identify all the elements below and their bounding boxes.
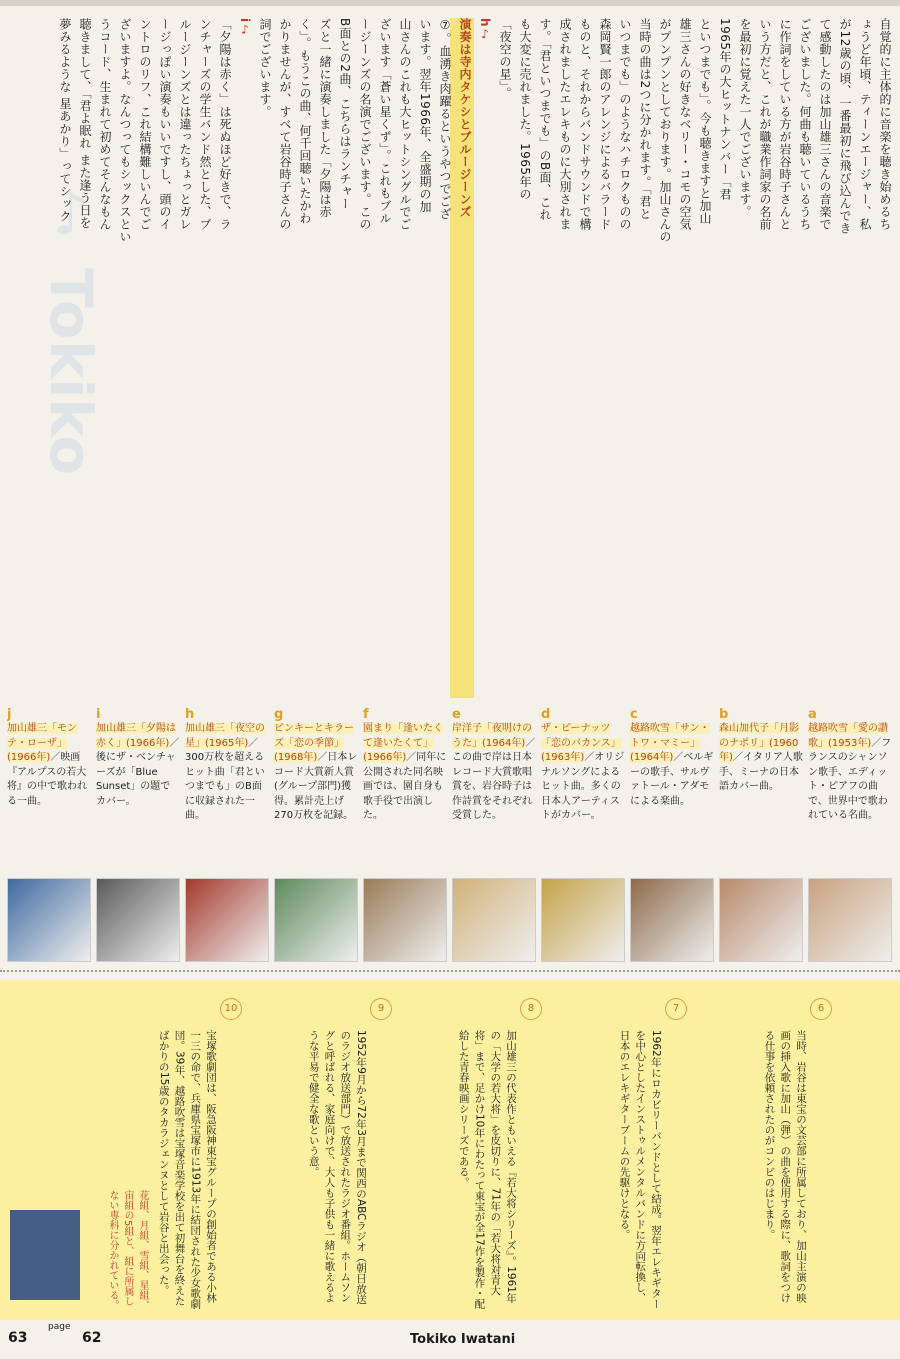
caption-text: ／後にザ・ベンチャーズが「Blue Sunset」の題でカバー。 (96, 737, 180, 807)
record-captions (0, 706, 900, 966)
caption-title: ピンキーとキラーズ「恋の季節」(1968年) (274, 723, 354, 763)
article-column: ざいます「蒼い星くず」。これもブル (378, 18, 392, 225)
caption-letter: c (630, 707, 638, 722)
article-column: ものと、それからバンドサウンドで構 (578, 18, 592, 231)
article-column: ょうど年頃、ティーンエージャー、私 (858, 18, 872, 231)
footnote-text: 当時、岩谷は東宝の文芸部に所属しており、加山主演の映画の挿入歌に加山（弾）の曲を使用する際に、歌詞をつける仕事を依頼されたのがコンビのはじまり。 (763, 1030, 807, 1303)
caption-letter: e (452, 707, 461, 722)
article-column: がプンプンとしております。加山さんの (658, 18, 672, 243)
caption-text: ／映画『アルプスの若大将』の中で歌われる一曲。 (7, 752, 87, 807)
record-cover-g (274, 878, 358, 962)
footnote-number: 9 (370, 998, 392, 1020)
article-column: ンチャーズの学生バンド然とした、ブ (198, 18, 212, 231)
caption-j (7, 706, 91, 876)
footer (0, 1322, 900, 1359)
caption-title: 森山加代子「月影のナポリ」(1960年) (719, 723, 799, 763)
caption-text: ／日本レコード大賞新人賞(グループ部門)獲得。累計売上げ270万枚を記録。 (274, 752, 358, 821)
caption-i (96, 706, 180, 876)
article-column: ございました。何曲も聴いているうち (798, 18, 812, 231)
caption-d (541, 706, 625, 876)
caption-text: ／ベルギーの歌手、サルヴァトール・アダモによる楽曲。 (630, 752, 714, 807)
article-column: うコード、生まれて初めてそんなもん (98, 18, 112, 231)
article-column: ルージーンズとは違ったちょっとガレ (178, 18, 192, 231)
caption-letter: i (96, 707, 101, 722)
article-column: 1965年の大ヒットナンバー「君 (718, 18, 732, 201)
article-column: といつまでも」。今も聴きますと加山 (698, 18, 712, 225)
record-cover-i (96, 878, 180, 962)
caption-letter: b (719, 707, 729, 722)
artist-name: Tokiko Iwatani (410, 1332, 516, 1347)
caption-letter: h (185, 707, 195, 722)
caption-letter: a (808, 707, 817, 722)
caption-e (452, 706, 536, 876)
article-column: 演奏は寺内タケシとブルージーンズ (450, 18, 474, 698)
article-column: 夢みるような 星あかり」ってシック (58, 18, 72, 223)
footnote-number: 6 (810, 998, 832, 1020)
caption-text: ／この曲で岸は日本レコード大賞歌唱賞を、岩谷時子は作詩賞をそれぞれ受賞した。 (452, 737, 536, 821)
article-column: 山さんのこれも大ヒットシングルでご (398, 18, 412, 231)
caption-text: ／イタリア人歌手、ミーナの日本語カバー曲。 (719, 752, 803, 792)
article-column: ージっぽい演奏もいいですし、頭のイ (158, 18, 172, 231)
article-column: かりませんが、すべて岩谷時子さんの (278, 18, 292, 231)
article-column: います。翌年1966年、全盛期の加 (418, 18, 432, 214)
record-cover-e (452, 878, 536, 962)
article-column: 聴きまして、「君よ眠れ また逢う日を (78, 18, 92, 229)
caption-b (719, 706, 803, 876)
caption-letter: j (7, 707, 12, 722)
divider (0, 970, 900, 976)
footnote-number: 10 (220, 998, 242, 1020)
record-cover-a (808, 878, 892, 962)
article-column: 成されましたエレキものに大別されま (558, 18, 572, 231)
caption-letter: f (363, 707, 369, 722)
caption-a (808, 706, 892, 876)
caption-title: ザ・ピーナッツ「恋のバカンス」(1963年) (541, 723, 621, 763)
article-column: を最初に覚えた一人でございます。 (738, 18, 752, 218)
caption-letter: d (541, 707, 551, 722)
caption-g (274, 706, 358, 876)
footnote-number: 8 (520, 998, 542, 1020)
page-label: page (48, 1322, 71, 1332)
caption-title: 園まり「逢いたくて逢いたくて」(1966年) (363, 723, 443, 763)
caption-title: 加山雄三「モンテ・ローザ」(1966年) (7, 723, 77, 763)
article-column: に作詞をしている方が岩谷時子さんと (778, 18, 792, 231)
record-cover-d (541, 878, 625, 962)
footnote-text: 加山雄三の代表作ともいえる『若大将シリーズ』。1961年の「大学の若大将」を皮切りに、71年の「若大将対青大将」まで、足かけ10年にわたって東宝が全17作を製作・配給した青春映画シリーズである。 (457, 1030, 517, 1309)
caption-title: 越路吹雪「愛の讃歌」(1953年) (808, 723, 888, 749)
caption-h (185, 706, 269, 876)
article-column: ージーンズの名演でございます。この (358, 18, 372, 231)
caption-text: ／同年に公開された同名映画では、園自身も歌手役で出演した。 (363, 752, 447, 821)
article-column: く」。もうこの曲、何千回聴いたかわ (298, 18, 312, 225)
article-column: i♪ (238, 18, 252, 38)
caption-f (363, 706, 447, 876)
article-column: 雄三さんの好きなベリー・コモの空気 (678, 18, 692, 231)
footnotes-panel (0, 980, 900, 1320)
footnote-text: 宝塚歌劇団は、阪急阪神東宝グループの創始者である小林一三の命で、兵庫県宝塚市に1913年に結団された少女歌劇団。39年、越路吹雪は宝塚音楽学校を出て初舞台を終えたばかりの15歳のタカラジェンヌとして岩谷と出会った。 (157, 1030, 217, 1309)
photo-caption: 花組、月組、雪組、星組、宙組の5組と、組に所属しない専科に分かれている。 (107, 1190, 148, 1310)
troupe-photo (10, 1210, 80, 1300)
article-column: いつまでも」のようなハチロクものの (618, 18, 632, 231)
footnote-text: 1962年にロカビリーバンドとして結成。翌年エレキギターを中心としたインストゥルメンタルバンドに方向転換し、日本のエレキギターブームの先駆けとなる。 (618, 1030, 662, 1309)
caption-c (630, 706, 714, 876)
caption-title: 岸洋子「夜明けのうた」(1964年) (452, 723, 532, 749)
caption-text: ／オリジナルソングによるヒット曲。多くの日本人アーティストがカバー。 (541, 752, 625, 821)
article-column: ントロのリフ、これ結構難しいんでご (138, 18, 152, 231)
article-column: B面との2曲、こちらはランチャー (338, 18, 352, 210)
page-left: 63 (8, 1330, 28, 1346)
record-cover-f (363, 878, 447, 962)
record-cover-h (185, 878, 269, 962)
caption-title: 越路吹雪「サン・トワ・マミー」(1964年) (630, 723, 710, 763)
footnote-number: 7 (665, 998, 687, 1020)
article-column: h♪ (478, 18, 492, 42)
page-right: 62 (82, 1330, 102, 1346)
caption-title: 加山雄三「夜空の星」(1965年) (185, 723, 265, 749)
article-column: も大変に売れました。1965年の (518, 18, 532, 201)
article-column: いう方だと、これが職業作詞家の名前 (758, 18, 772, 231)
article-column: て感動したのは加山雄三さんの音楽で (818, 18, 832, 231)
article-column: が12歳の頃、一番最初に飛び込んでき (838, 18, 852, 235)
footnote-text: 1952年9月から72年3月まで関西のABCラジオ（朝日放送のラジオ放送部門）で放送されたラジオ番組。ホームソングと呼ばれる、家庭向けで、大人も子供も一緒に歌えるような平易で健全な歌という意。 (307, 1030, 367, 1305)
article-column: 詞でございます。 (258, 18, 272, 118)
ghost-watermark: ♪ Tokiko (37, 180, 105, 476)
article-column: 森岡賢一郎のアレンジによるバラード (598, 18, 612, 231)
caption-title: 加山雄三「夕陽は赤く」(1966年) (96, 723, 176, 749)
article-column: 「夕陽は赤く」は死ぬほど好きで、ラ (218, 18, 232, 231)
record-cover-b (719, 878, 803, 962)
caption-text: ／フランスのシャンソン歌手、エディット・ピアフの曲で、世界中で歌われている名曲。 (808, 737, 892, 821)
record-cover-j (7, 878, 91, 962)
article-column: ざいますよ。なんつってもシックスとい (118, 18, 132, 243)
article-column: 当時の曲は2つに分かれます。「君と (638, 18, 652, 221)
article-column: 自覚的に主体的に音楽を聴き始めるち (878, 18, 892, 231)
record-cover-c (630, 878, 714, 962)
article-column: す。「君といつまでも」のB面、これ (538, 18, 552, 221)
caption-text: ／300万枚を超えるヒット曲「君といつまでも」のB面に収録された一曲。 (185, 737, 265, 821)
article-column: 「夜空の星」。 (498, 18, 512, 100)
article-column: ⑦。血湧き肉躍るというやつでござ (438, 18, 452, 220)
top-strip (0, 0, 900, 6)
article-column: ズと一緒に演奏しました「夕陽は赤 (318, 18, 332, 218)
caption-letter: g (274, 707, 284, 722)
